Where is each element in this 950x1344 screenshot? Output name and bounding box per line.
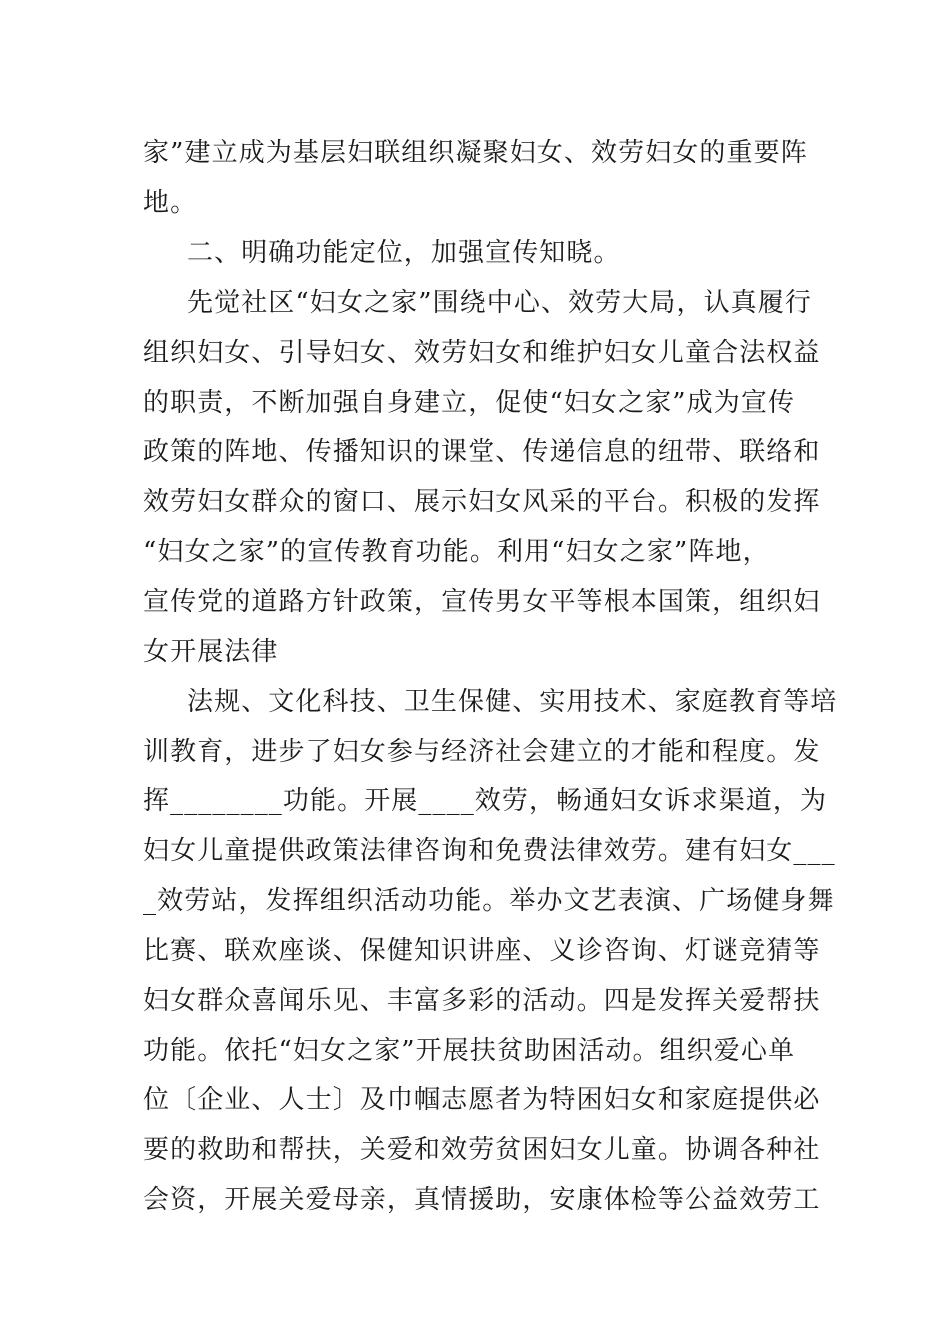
text-line: 位〔企业、人士〕及巾帼志愿者为特困妇女和家庭提供必: [143, 1085, 821, 1115]
text-line: 功能。依托“妇女之家”开展扶贫助困活动。组织爱心单: [143, 1036, 796, 1066]
text-line: 的职责，不断加强自身建立，促使“妇女之家”成为宣传: [143, 388, 796, 418]
text-line: 女开展法律: [143, 637, 279, 667]
text-line: 要的救助和帮扶，关爱和效劳贫困妇女儿童。协调各种社: [143, 1135, 821, 1165]
text-line: 妇女儿童提供政策法律咨询和免费法律效劳。建有妇女___: [143, 836, 836, 866]
text-line: _效劳站，发挥组织活动功能。举办文艺表演、广场健身舞: [143, 886, 835, 916]
text-line: 组织妇女、引导妇女、效劳妇女和维护妇女儿童合法权益: [143, 338, 821, 368]
text-line: 挥________功能。开展____效劳，畅通妇女诉求渠道，为: [143, 786, 828, 816]
text-line: “妇女之家”的宣传教育功能。利用“妇女之家”阵地，: [143, 537, 770, 567]
text-line: 法规、文化科技、卫生保健、实用技术、家庭教育等培: [187, 687, 838, 717]
text-line: 先觉社区“妇女之家”围绕中心、效劳大局，认真履行: [187, 288, 812, 318]
text-line: 政策的阵地、传播知识的课堂、传递信息的纽带、联络和: [143, 437, 821, 467]
text-line: 妇女群众喜闻乐见、丰富多彩的活动。四是发挥关爱帮扶: [143, 986, 821, 1016]
text-line: 宣传党的道路方针政策，宣传男女平等根本国策，组织妇: [143, 587, 821, 617]
text-line: 比赛、联欢座谈、保健知识讲座、义诊咨询、灯谜竞猜等: [143, 936, 821, 966]
text-line: 会资，开展关爱母亲，真情援助，安康体检等公益效劳工: [143, 1185, 821, 1215]
text-line: 训教育，进步了妇女参与经济社会建立的才能和程度。发: [143, 737, 821, 767]
text-line: 地。: [143, 188, 198, 218]
text-line: 效劳妇女群众的窗口、展示妇女风采的平台。积极的发挥: [143, 487, 821, 517]
section-heading: 二、明确功能定位，加强宣传知晓。: [187, 238, 621, 268]
text-line: 家”建立成为基层妇联组织凝聚妇女、效劳妇女的重要阵: [143, 138, 808, 168]
